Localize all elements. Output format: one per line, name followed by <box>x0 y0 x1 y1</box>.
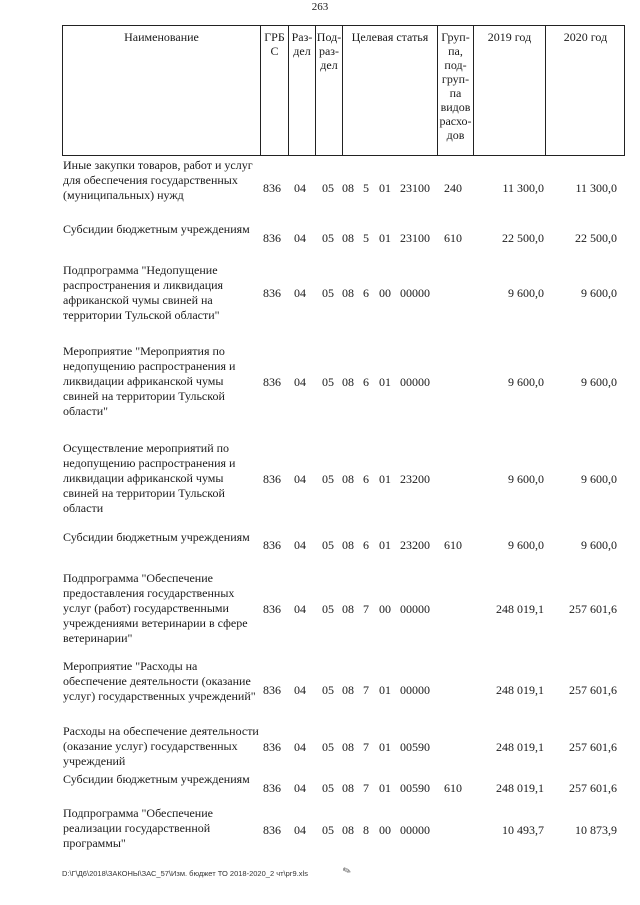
file-path-footer: D:\Г\Д6\2018\ЗАКОНЫ\ЗАС_57\Изм. бюджет ТО 2018-2020_2 чт\рг9.xls <box>62 869 308 878</box>
row-group: 610 <box>444 538 462 552</box>
row-target-direction: 23200 <box>400 538 430 552</box>
row-grbs: 836 <box>263 538 281 552</box>
row-target-program: 08 <box>342 231 354 245</box>
row-name: Мероприятие "Расходы на обеспечение деятельности (оказание услуг) государственных учреждений" <box>63 659 256 703</box>
row-name: Субсидии бюджетным учреждениям <box>63 772 250 786</box>
header-target: Целевая статья <box>342 26 437 155</box>
row-name: Осуществление мероприятий по недопущению распространения и ликвидации африканской чумы свиней на территории Тульской области <box>63 441 236 515</box>
row-value-2020: 11 300,0 <box>575 181 617 195</box>
row-value-2019: 248 019,1 <box>496 740 544 754</box>
row-target-direction: 00000 <box>400 683 430 697</box>
row-value-2020: 22 500,0 <box>575 231 617 245</box>
row-name: Субсидии бюджетным учреждениям <box>63 530 250 544</box>
row-value-2020: 9 600,0 <box>581 286 617 300</box>
row-target-direction: 00000 <box>400 375 430 389</box>
row-value-2020: 10 873,9 <box>575 823 617 837</box>
row-target-subprogram: 6 <box>363 472 369 486</box>
row-name: Иные закупки товаров, работ и услуг для обеспечения государственных (муниципальных) нужд <box>63 158 253 202</box>
row-target-direction: 23100 <box>400 231 430 245</box>
header-year-2019: 2019 год <box>473 26 545 155</box>
row-target-direction: 23100 <box>400 181 430 195</box>
row-value-2019: 248 019,1 <box>496 602 544 616</box>
row-name: Подпрограмма "Обеспечение реализации государственной программы" <box>63 806 213 850</box>
header-name: Наименование <box>124 30 199 44</box>
row-razdel: 04 <box>294 823 306 837</box>
row-target-direction: 00590 <box>400 781 430 795</box>
row-value-2019: 9 600,0 <box>508 286 544 300</box>
scan-mark: ✎ <box>341 864 354 879</box>
table-header <box>62 25 625 156</box>
row-razdel: 04 <box>294 781 306 795</box>
row-target-subprogram: 5 <box>363 181 369 195</box>
row-target-event: 01 <box>379 181 391 195</box>
row-podrazdel: 05 <box>322 823 334 837</box>
row-podrazdel: 05 <box>322 472 334 486</box>
row-name: Подпрограмма "Недопущение распространения и ликвидация африканской чумы свиней на территории Тульской области" <box>63 263 224 322</box>
row-group: 610 <box>444 781 462 795</box>
row-target-program: 08 <box>342 781 354 795</box>
row-podrazdel: 05 <box>322 740 334 754</box>
row-podrazdel: 05 <box>322 602 334 616</box>
row-podrazdel: 05 <box>322 286 334 300</box>
row-value-2020: 257 601,6 <box>569 781 617 795</box>
row-grbs: 836 <box>263 286 281 300</box>
row-value-2019: 9 600,0 <box>508 472 544 486</box>
row-value-2019: 10 493,7 <box>502 823 544 837</box>
row-target-program: 08 <box>342 823 354 837</box>
row-grbs: 836 <box>263 683 281 697</box>
row-razdel: 04 <box>294 231 306 245</box>
header-group: Груп- па, под- груп- па видов расхо- дов <box>437 26 473 155</box>
page-number: 263 <box>311 1 329 13</box>
row-target-subprogram: 6 <box>363 538 369 552</box>
row-target-subprogram: 7 <box>363 683 369 697</box>
row-grbs: 836 <box>263 823 281 837</box>
row-podrazdel: 05 <box>322 683 334 697</box>
row-grbs: 836 <box>263 231 281 245</box>
row-target-subprogram: 6 <box>363 286 369 300</box>
row-target-program: 08 <box>342 472 354 486</box>
row-razdel: 04 <box>294 602 306 616</box>
row-name: Расходы на обеспечение деятельности (оказание услуг) государственных учреждений <box>63 724 259 768</box>
row-value-2019: 22 500,0 <box>502 231 544 245</box>
row-target-direction: 00590 <box>400 740 430 754</box>
row-value-2020: 257 601,6 <box>569 602 617 616</box>
header-grbs: ГРБ С <box>260 26 288 155</box>
row-target-event: 01 <box>379 375 391 389</box>
row-grbs: 836 <box>263 181 281 195</box>
row-value-2020: 257 601,6 <box>569 683 617 697</box>
row-target-direction: 00000 <box>400 602 430 616</box>
row-grbs: 836 <box>263 740 281 754</box>
row-target-event: 01 <box>379 683 391 697</box>
header-razdel: Раз- дел <box>288 26 315 155</box>
row-target-program: 08 <box>342 740 354 754</box>
row-value-2020: 9 600,0 <box>581 375 617 389</box>
row-name: Подпрограмма "Обеспечение предоставления государственных услуг (работ) государственными учреждениями ветеринарии в сфере ветеринарии" <box>63 571 248 645</box>
row-value-2019: 9 600,0 <box>508 538 544 552</box>
row-target-subprogram: 5 <box>363 231 369 245</box>
row-target-event: 00 <box>379 602 391 616</box>
row-group: 240 <box>444 181 462 195</box>
row-target-event: 01 <box>379 781 391 795</box>
row-target-direction: 00000 <box>400 286 430 300</box>
row-grbs: 836 <box>263 375 281 389</box>
row-target-program: 08 <box>342 602 354 616</box>
row-target-event: 00 <box>379 286 391 300</box>
row-razdel: 04 <box>294 181 306 195</box>
row-razdel: 04 <box>294 286 306 300</box>
row-target-program: 08 <box>342 181 354 195</box>
row-target-event: 01 <box>379 538 391 552</box>
row-target-subprogram: 6 <box>363 375 369 389</box>
row-razdel: 04 <box>294 683 306 697</box>
row-value-2020: 9 600,0 <box>581 472 617 486</box>
row-target-direction: 23200 <box>400 472 430 486</box>
row-razdel: 04 <box>294 538 306 552</box>
row-grbs: 836 <box>263 781 281 795</box>
row-value-2019: 248 019,1 <box>496 781 544 795</box>
row-podrazdel: 05 <box>322 781 334 795</box>
row-target-subprogram: 8 <box>363 823 369 837</box>
row-name: Субсидии бюджетным учреждениям <box>63 222 250 236</box>
row-target-program: 08 <box>342 375 354 389</box>
row-target-program: 08 <box>342 286 354 300</box>
row-name: Мероприятие "Мероприятия по недопущению распространения и ликвидации африканской чумы свиней на территории Тульской области" <box>63 344 236 418</box>
row-target-program: 08 <box>342 538 354 552</box>
row-group: 610 <box>444 231 462 245</box>
row-value-2019: 9 600,0 <box>508 375 544 389</box>
row-grbs: 836 <box>263 602 281 616</box>
row-value-2019: 11 300,0 <box>502 181 544 195</box>
row-target-event: 01 <box>379 231 391 245</box>
row-razdel: 04 <box>294 375 306 389</box>
row-target-subprogram: 7 <box>363 740 369 754</box>
row-razdel: 04 <box>294 472 306 486</box>
row-podrazdel: 05 <box>322 231 334 245</box>
row-value-2020: 9 600,0 <box>581 538 617 552</box>
row-target-direction: 00000 <box>400 823 430 837</box>
row-value-2020: 257 601,6 <box>569 740 617 754</box>
row-grbs: 836 <box>263 472 281 486</box>
header-podrazdel: Под- раз- дел <box>315 26 342 155</box>
row-podrazdel: 05 <box>322 538 334 552</box>
row-target-subprogram: 7 <box>363 602 369 616</box>
row-target-event: 01 <box>379 740 391 754</box>
row-target-program: 08 <box>342 683 354 697</box>
row-podrazdel: 05 <box>322 375 334 389</box>
header-year-2020: 2020 год <box>545 26 625 155</box>
row-podrazdel: 05 <box>322 181 334 195</box>
row-target-event: 00 <box>379 823 391 837</box>
row-value-2019: 248 019,1 <box>496 683 544 697</box>
row-target-event: 01 <box>379 472 391 486</box>
row-target-subprogram: 7 <box>363 781 369 795</box>
row-razdel: 04 <box>294 740 306 754</box>
